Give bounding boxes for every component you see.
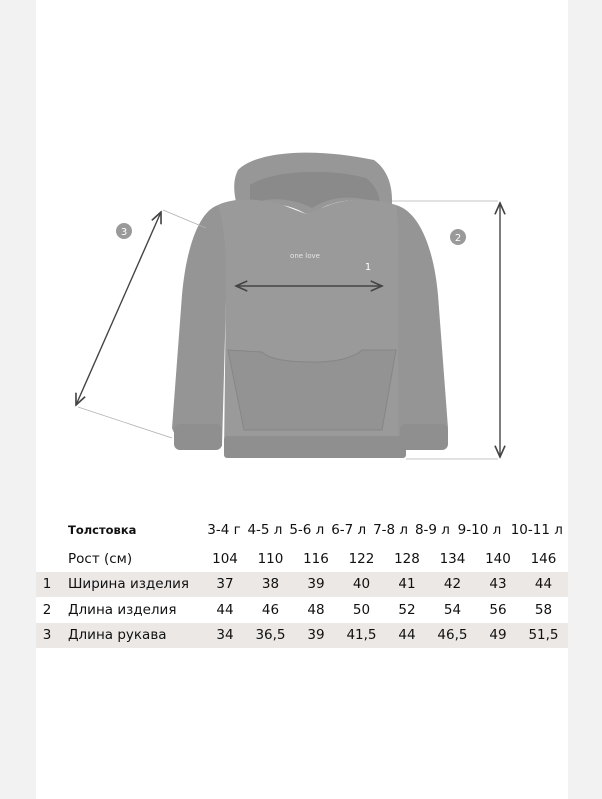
table-cell: 36,5: [246, 623, 295, 649]
table-cell: 110: [257, 550, 284, 567]
table-cell: 50: [352, 601, 371, 618]
table-cell: 128: [394, 550, 420, 567]
table-row: [36, 623, 568, 649]
table-cell: 38: [246, 572, 295, 598]
table-cell: 44: [216, 601, 234, 618]
table-cell: 46,5: [428, 623, 477, 649]
row-label: Рост (см): [68, 550, 133, 567]
marker-2-label: 2: [454, 233, 462, 244]
table-row: [36, 546, 568, 572]
size-header: 4-5 л: [247, 522, 283, 538]
table-cell: 49: [477, 623, 519, 649]
table-cell: 116: [303, 550, 329, 567]
table-cell: 140: [485, 550, 511, 567]
row-number: [36, 546, 58, 572]
table-cell: 44: [386, 623, 428, 649]
size-chart-body: [36, 546, 568, 648]
marker-1-label: 1: [364, 262, 372, 273]
size-header: 9-10 л: [457, 522, 502, 538]
row-number: 2: [42, 601, 52, 618]
table-cell: 42: [428, 572, 477, 598]
table-row: [36, 572, 568, 598]
table-cell: 48: [307, 601, 325, 618]
table-row: [36, 597, 568, 623]
table-cell: 40: [337, 572, 386, 598]
table-header-row: [36, 516, 568, 544]
size-header: 8-9 л: [414, 522, 450, 538]
row-number: 3: [36, 623, 58, 649]
table-cell: 46: [261, 601, 280, 618]
table-cell: 58: [534, 601, 553, 618]
table-cell: 37: [204, 572, 246, 598]
table-cell: 134: [439, 550, 466, 567]
hoodie-left-sleeve: [172, 205, 226, 449]
print-text: one love: [290, 252, 320, 260]
table-cell: 122: [348, 550, 375, 567]
size-header: 6-7 л: [331, 522, 367, 538]
row-label: Длина рукава: [58, 623, 204, 649]
row-label: Длина изделия: [68, 601, 177, 618]
size-header: 3-4 г: [207, 522, 241, 538]
size-header: 5-6 л: [289, 522, 325, 538]
table-cell: 34: [204, 623, 246, 649]
marker-3-label: 3: [120, 227, 128, 238]
hoodie-pocket: [228, 350, 396, 430]
hoodie-right-sleeve: [396, 205, 448, 449]
table-cell: 39: [295, 623, 337, 649]
row-label: Ширина изделия: [58, 572, 204, 598]
size-header: 10-11 л: [510, 522, 563, 538]
table-cell: 104: [212, 550, 238, 567]
sleeve-measure-line: [76, 212, 161, 405]
table-cell: 146: [530, 550, 557, 567]
row-number: 1: [36, 572, 58, 598]
table-cell: 52: [398, 601, 416, 618]
table-cell: 56: [489, 601, 507, 618]
table-cell: 51,5: [519, 623, 568, 649]
table-cell: 44: [519, 572, 568, 598]
table-cell: 41: [386, 572, 428, 598]
table-cell: 39: [295, 572, 337, 598]
table-cell: 43: [477, 572, 519, 598]
size-header: 7-8 л: [373, 522, 409, 538]
table-title: Толстовка: [68, 523, 137, 537]
table-cell: 54: [443, 601, 462, 618]
table-cell: 41,5: [337, 623, 386, 649]
